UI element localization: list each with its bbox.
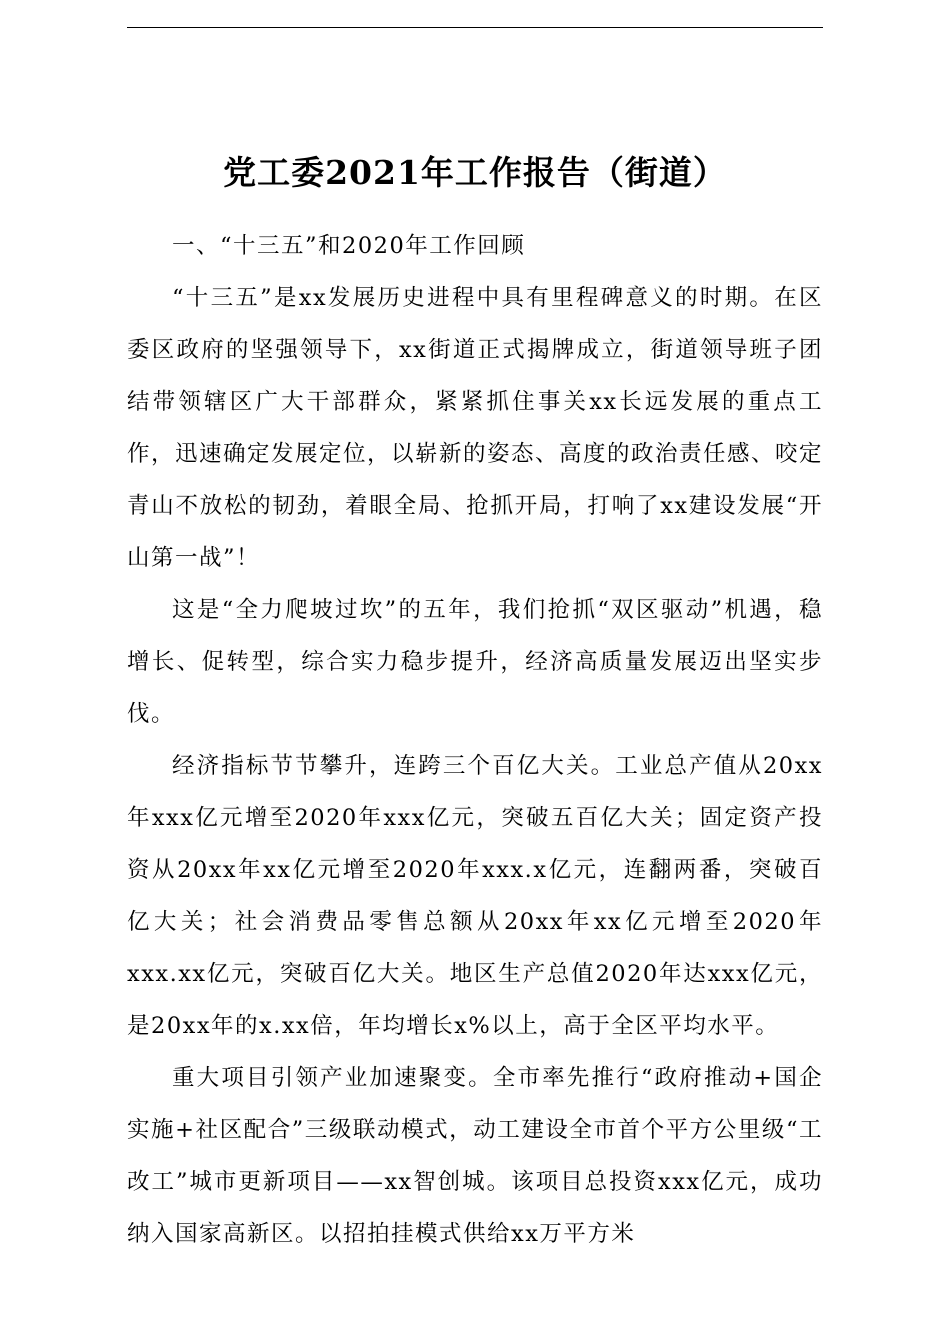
section-heading: 一、“十三五”和2020年工作回顾 — [172, 233, 526, 259]
header-rule — [127, 27, 823, 28]
paragraph-3: 经济指标节节攀升，连跨三个百亿大关。工业总产值从20xx年xxx亿元增至2020年xxx亿元，突破五百亿大关；固定资产投资从20xx年xx亿元增至2020年xxx.x亿元，连翻两番，突破百亿大关；社会消费品零售总额从20xx年xx亿元增至2020年xxx.xx亿元，突破百亿大关。地区生产总值2020年达xxx亿元，是20xx年的x.xx倍，年均增长x%以上，高于全区平均水平。 — [127, 753, 823, 1039]
paragraph-4: 重大项目引领产业加速聚变。全市率先推行“政府推动+国企实施+社区配合”三级联动模式，动工建设全市首个平方公里级“工改工”城市更新项目——xx智创城。该项目总投资xxx亿元，成功纳入国家高新区。以招拍挂模式供给xx万平方米 — [127, 1065, 823, 1247]
paragraph-2: 这是“全力爬坡过坎”的五年，我们抢抓“双区驱动”机遇，稳增长、促转型，综合实力稳步提升，经济高质量发展迈出坚实步伐。 — [127, 597, 823, 727]
document-title: 党工委2021年工作报告（街道） — [223, 153, 727, 192]
document-body — [127, 220, 823, 1260]
paragraph-1: “十三五”是xx发展历史进程中具有里程碑意义的时期。在区委区政府的坚强领导下，xx街道正式揭牌成立，街道领导班子团结带领辖区广大干部群众，紧紧抓住事关xx长远发展的重点工作，迅速确定发展定位，以崭新的姿态、高度的政治责任感、咬定青山不放松的韧劲，着眼全局、抢抓开局，打响了xx建设发展“开山第一战”！ — [127, 285, 824, 571]
